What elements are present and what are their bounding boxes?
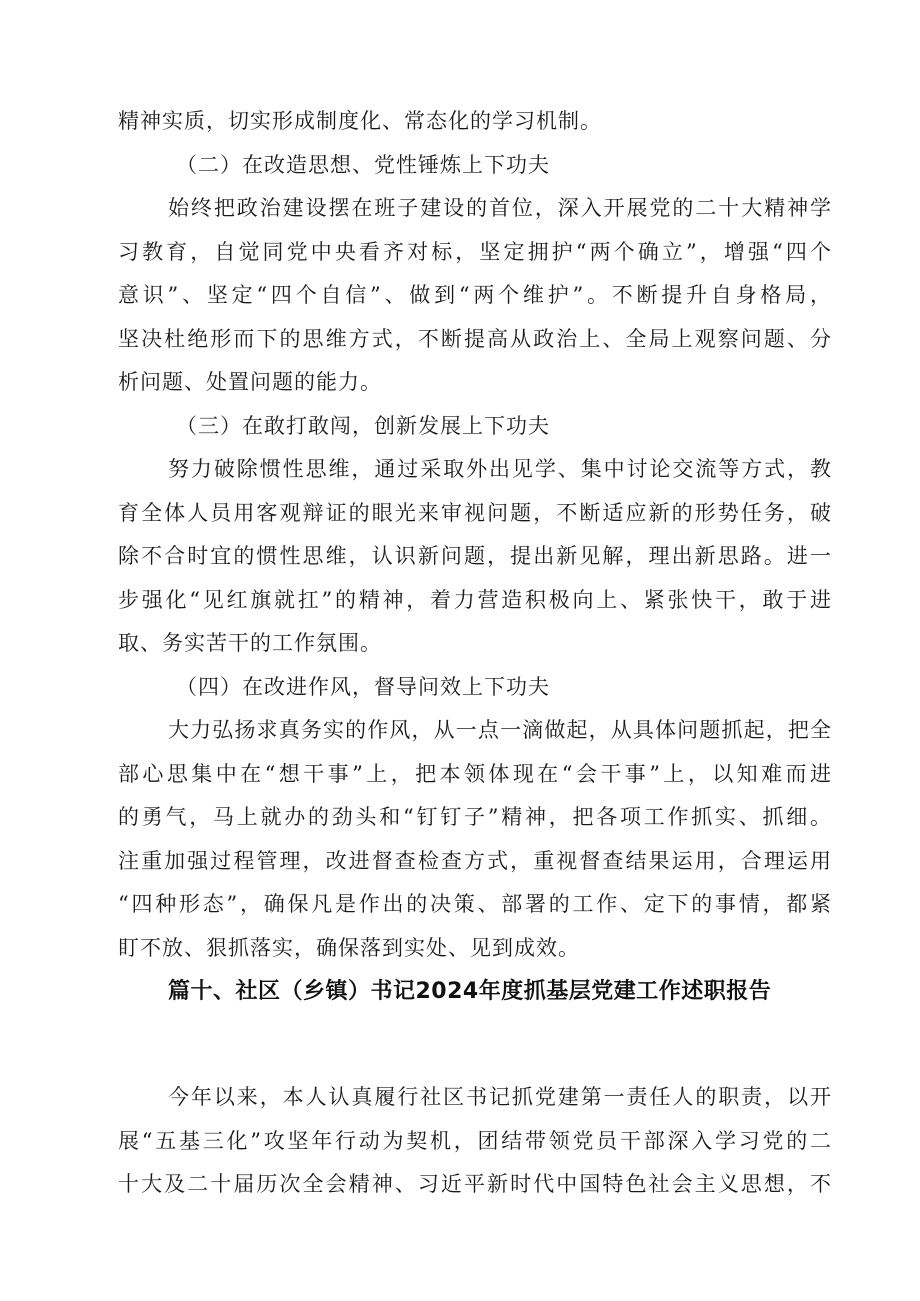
section-heading-3: （三）在敢打敢闯，创新发展上下功夫 [176,413,550,438]
paragraph-line: 努力破除惯性思维，通过采取外出见学、集中讨论交流等方式，教 [168,457,832,481]
paragraph-line: 析问题、处置问题的能力。 [118,370,382,394]
paragraph-line: 今年以来，本人认真履行社区书记抓党建第一责任人的职责，以开 [168,1085,832,1109]
paragraph-line: 除不合时宜的惯性思维，认识新问题，提出新见解，理出新思路。进一 [118,544,832,568]
paragraph-line: 注重加强过程管理，改进督查检查方式，重视督查结果运用，合理运用 [118,848,832,873]
section-heading-4: （四）在改进作风，督导问效上下功夫 [176,674,550,699]
paragraph-line: 部心思集中在“想干事”上，把本领体现在“会干事”上，以知难而进 [118,761,832,786]
chapter-title: 篇十、社区（乡镇）书记2024年度抓基层党建工作述职报告 [168,979,772,1004]
paragraph-line: 精神实质，切实形成制度化、常态化的学习机制。 [118,109,602,133]
paragraph-line: 十大及二十届历次全会精神、习近平新时代中国特色社会主义思想，不 [118,1172,832,1196]
paragraph-line: 大力弘扬求真务实的作风，从一点一滴做起，从具体问题抓起，把全 [168,718,832,742]
paragraph-line: 育全体人员用客观辩证的眼光来审视问题，不断适应新的形势任务，破 [118,500,832,525]
paragraph-line: 坚决杜绝形而下的思维方式，不断提高从政治上、全局上观察问题、分 [118,326,832,351]
paragraph-line: 习教育，自觉同党中央看齐对标，坚定拥护“两个确立”，增强“四个 [118,239,832,264]
spacer [118,1014,832,1076]
paragraph-line: 意识”、坚定“四个自信”、做到“两个维护”。不断提升自身格局， [118,283,832,307]
paragraph-line: 的勇气，马上就办的劲头和“钉钉子”精神，把各项工作抓实、抓细。 [118,805,832,829]
paragraph-line: 盯不放、狠抓落实，确保落到实处、见到成效。 [118,935,580,960]
section-heading-2: （二）在改造思想、党性锤炼上下功夫 [176,152,550,177]
paragraph-line: 始终把政治建设摆在班子建设的首位，深入开展党的二十大精神学 [168,196,832,220]
paragraph-line: 展“五基三化”攻坚年行动为契机，团结带领党员干部深入学习党的二 [118,1128,832,1153]
paragraph-line: 步强化“见红旗就扛”的精神，着力营造积极向上、紧张快干，敢于进 [118,587,832,612]
paragraph-line: “四种形态”，确保凡是作出的决策、部署的工作、定下的事情，都紧 [118,892,832,916]
paragraph-line: 取、务实苦干的工作氛围。 [118,631,382,655]
